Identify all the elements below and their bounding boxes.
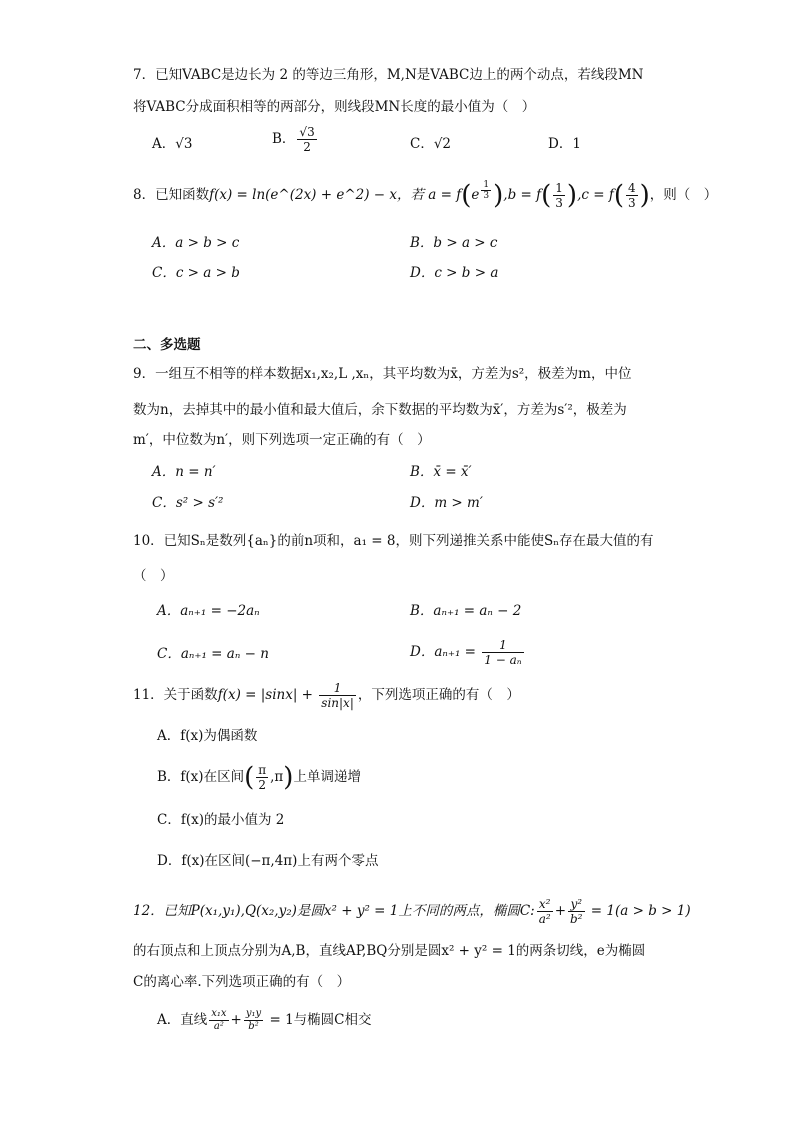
q12-ellipse-x-den: a² (538, 912, 551, 926)
q12-option-a-prefix: A．直线 (157, 1012, 208, 1028)
q8-paren-close: ) (493, 180, 504, 211)
q8-cond-a: ，若 a = f (397, 187, 462, 203)
q10-option-d-den: 1 − aₙ (484, 653, 522, 667)
q11-option-c: C．f(x)的最小值为 2 (157, 812, 285, 828)
q9-line3: m′，中位数为n′，则下列选项一定正确的有（ ） (133, 432, 431, 448)
q9-option-b: B．x̄ = x̄′ (410, 464, 472, 480)
q12-option-a-frac2-den: b² (248, 1021, 259, 1032)
q10-option-a: A．aₙ₊₁ = −2aₙ (157, 603, 260, 619)
q11-option-b-prefix: B．f(x)在区间 (157, 769, 245, 785)
q11-option-b-tail: 上单调递增 (293, 769, 361, 785)
q11-prefix: 11．关于函数 (133, 687, 218, 703)
q12-option-a-suffix: = 1与椭圆C相交 (265, 1012, 372, 1028)
q9-option-a: A．n = n′ (152, 464, 216, 480)
q10-option-c: C．aₙ₊₁ = aₙ − n (157, 646, 269, 662)
q8-c-num: 4 (627, 181, 636, 195)
q12-ellipse-y-den: b² (570, 912, 583, 926)
q8-paren-open-c: ( (613, 180, 624, 211)
q12-line1-start: 12．已知P(x₁,y₁),Q(x₂,y₂)是圆x² + y² = 1上不同的两点，椭圆C: (133, 903, 535, 919)
q7-option-b-prefix: B． (272, 131, 296, 147)
q8-b-den: 3 (555, 196, 563, 210)
q8-exp-den: 3 (483, 191, 490, 201)
q11-line (133, 680, 520, 710)
q8-c-den: 3 (627, 196, 636, 210)
q8-option-d: D．c > b > a (410, 265, 499, 281)
q12-ellipse-x (537, 897, 553, 926)
q12-line1-end: = 1(a > b > 1) (586, 903, 691, 919)
q12-option-a-frac2-num: y₁y (245, 1008, 262, 1019)
q11-option-b-fraction (256, 763, 268, 792)
q8-line (133, 180, 717, 211)
q8-option-a: A．a > b > c (152, 235, 240, 251)
q8-cond-c: ,c = f (577, 187, 614, 203)
q11-frac-num: 1 (319, 681, 356, 696)
q11-option-b-den: 2 (258, 778, 266, 792)
q10-option-d-fraction (482, 638, 523, 667)
q12-line3: C的离心率.下列选项正确的有（ ） (133, 974, 351, 990)
q12-option-a-plus: + (230, 1012, 242, 1028)
q12-option-a-frac1-den: a² (213, 1021, 224, 1032)
q7-option-a: A．√3 (152, 136, 193, 152)
q8-paren-close-b: ) (566, 180, 578, 211)
q11-option-b (157, 762, 361, 793)
q12-option-a-frac1 (209, 1008, 228, 1033)
q8-b-num: 1 (555, 181, 563, 195)
q10-line1: 10．已知Sₙ是数列{aₙ}的前n项和，a₁ = 8，则下列递推关系中能使Sₙ存在最大值的有 (133, 533, 654, 549)
q11-frac-den: sin|x| (321, 696, 354, 710)
q8-function: f(x) = ln(e^(2x) + e^2) − x (209, 187, 398, 203)
q10-line2: （ ） (133, 568, 174, 584)
q11-option-b-paren-close: ) (283, 762, 294, 793)
q8-option-c: C．c > a > b (152, 265, 240, 281)
q11-fraction (319, 681, 356, 710)
q7-line2: 将VABC分成面积相等的两部分，则线段MN长度的最小值为（ ） (133, 99, 536, 115)
q12-ellipse-x-num: x² (537, 897, 553, 912)
q8-suffix: ，则（ ） (649, 187, 718, 203)
q7-option-d: D．1 (548, 136, 581, 152)
q7-option-b-fraction (297, 125, 316, 154)
q11-option-a: A．f(x)为偶函数 (157, 728, 258, 744)
q12-option-a-frac1-num: x₁x (211, 1008, 227, 1019)
q12-option-a-frac2 (244, 1008, 263, 1033)
q12-ellipse-y-num: y² (568, 897, 585, 912)
q11-suffix: ，下列选项正确的有（ ） (357, 687, 520, 703)
section-heading: 二、多选题 (133, 337, 201, 352)
q10-option-d (410, 637, 526, 667)
q8-e: e (471, 187, 480, 203)
q10-option-b: B．aₙ₊₁ = aₙ − 2 (410, 603, 522, 619)
q11-option-d: D．f(x)在区间(−π,4π)上有两个零点 (157, 853, 379, 869)
q8-b-fraction (553, 181, 565, 210)
q8-exp-num: 1 (483, 180, 490, 190)
q8-paren-open-b: ( (541, 180, 552, 211)
q8-cond-b: ,b = f (503, 187, 542, 203)
q10-option-d-prefix: D．aₙ₊₁ = (410, 644, 481, 660)
q7-line1: 7．已知VABC是边长为 2 的等边三角形，M,N是VABC边上的两个动点，若线段MN (133, 67, 644, 83)
q12-plus: + (554, 903, 566, 919)
q7-option-b-denominator: 2 (303, 140, 311, 154)
q11-option-b-pi: ,π (270, 769, 284, 785)
q11-option-b-num: π (258, 763, 267, 777)
q8-paren-open: ( (461, 180, 472, 211)
q7-option-b (272, 125, 319, 154)
q8-prefix: 8．已知函数 (133, 187, 210, 203)
q9-option-c: C．s² > s′² (152, 495, 224, 511)
q8-c-fraction (626, 181, 638, 210)
q12-line2: 的右顶点和上顶点分别为A,B，直线AP,BQ分别是圆x² + y² = 1的两条切线，e为椭圆 (133, 943, 646, 959)
q9-line2: 数为n，去掉其中的最小值和最大值后，余下数据的平均数为x̄′，方差为s′²，极差为 (133, 402, 627, 418)
q9-option-d: D．m > m′ (410, 495, 483, 511)
q8-option-b: B．b > a > c (410, 235, 498, 251)
q7-option-c: C．√2 (410, 136, 452, 152)
q9-line1: 9．一组互不相等的样本数据x₁,x₂,L ,xₙ，其平均数为x̄，方差为s²，极差为m，中位 (133, 366, 632, 382)
q7-option-b-numerator: √3 (299, 125, 315, 139)
q11-function: f(x) = |sinx| + (217, 687, 318, 703)
q12-line1 (133, 896, 691, 926)
q8-exponent (481, 180, 491, 201)
q11-option-b-paren-open: ( (244, 762, 255, 793)
q8-paren-close-c: ) (639, 180, 650, 211)
q10-option-d-num: 1 (482, 638, 523, 653)
q12-ellipse-y (568, 897, 585, 926)
q12-option-a (157, 1005, 371, 1035)
